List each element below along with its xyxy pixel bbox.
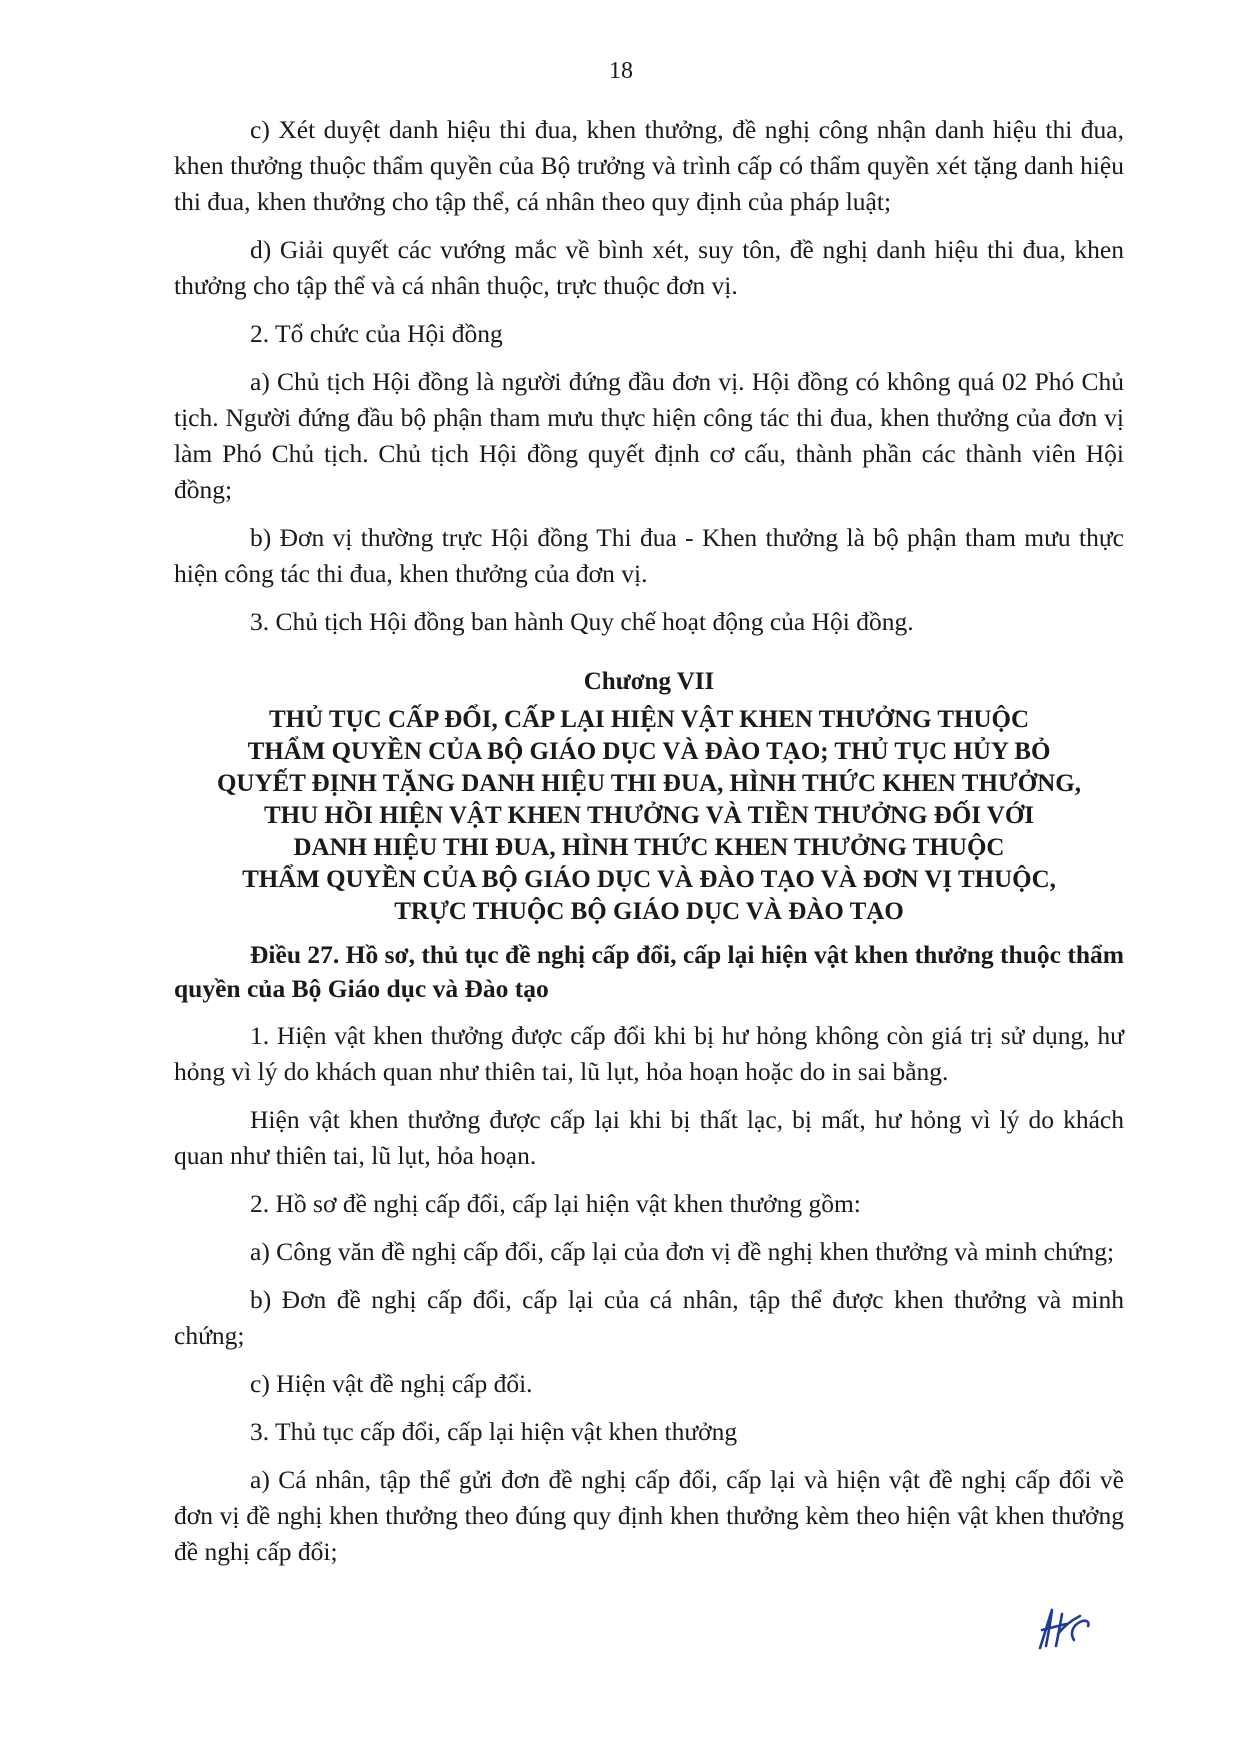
chapter-title-line: THẨM QUYỀN CỦA BỘ GIÁO DỤC VÀ ĐÀO TẠO; THỦ TỤC HỦY BỎ [247,738,1051,765]
initials-signature [1034,1600,1094,1656]
paragraph-a-submit: a) Cá nhân, tập thể gửi đơn đề nghị cấp đổi, cấp lại và hiện vật đề nghị cấp đổi về đơn vị đề nghị khen thưởng theo đúng quy định khen thưởng kèm theo hiện vật khen thưởng đề nghị cấp đổi; [174,1465,1124,1566]
chapter-title-line: DANH HIỆU THI ĐUA, HÌNH THỨC KHEN THƯỞNG THUỘC [293,834,1005,861]
chapter-heading: Chương VII [583,668,715,695]
paragraph-b-standing-unit: b) Đơn vị thường trực Hội đồng Thi đua - Khen thưởng là bộ phận tham mưu thực hiện công tác thi đua, khen thưởng của đơn vị. [174,523,1124,588]
article-27-title: Điều 27. Hồ sơ, thủ tục đề nghị cấp đổi, cấp lại hiện vật khen thưởng thuộc thẩm quyền của Bộ Giáo dục và Đào tạo [174,940,1124,1003]
paragraph-3-procedure: 3. Thủ tục cấp đổi, cấp lại hiện vật khen thưởng [250,1417,738,1446]
paragraph-c-review: c) Xét duyệt danh hiệu thi đua, khen thưởng, đề nghị công nhận danh hiệu thi đua, khen thưởng thuộc thẩm quyền của Bộ trưởng và trình cấp có thẩm quyền xét tặng danh hiệu thi đua, khen thưởng cho tập thể, cá nhân theo quy định của pháp luật; [174,115,1124,216]
paragraph-a-chairman: a) Chủ tịch Hội đồng là người đứng đầu đơn vị. Hội đồng có không quá 02 Phó Chủ tịch. Người đứng đầu bộ phận tham mưu thực hiện công tác thi đua, khen thưởng của đơn vị làm Phó Chủ tịch. Chủ tịch Hội đồng quyết định cơ cấu, thành phần các thành viên Hội đồng; [174,367,1124,504]
document-body [174,112,1124,1582]
paragraph-3-regulation: 3. Chủ tịch Hội đồng ban hành Quy chế hoạt động của Hội đồng. [250,607,914,636]
page-number: 18 [609,58,633,84]
paragraph-b-application: b) Đơn đề nghị cấp đổi, cấp lại của cá nhân, tập thể được khen thưởng và minh chứng; [174,1285,1124,1350]
chapter-title [174,704,1124,928]
chapter-title-line: THU HỒI HIỆN VẬT KHEN THƯỞNG VÀ TIỀN THƯỞNG ĐỐI VỚI [263,802,1035,829]
paragraph-d-resolve: d) Giải quyết các vướng mắc về bình xét, suy tôn, đề nghị danh hiệu thi đua, khen thưởng cho tập thể và cá nhân thuộc, trực thuộc đơn vị. [174,235,1124,300]
paragraph-a-official-letter: a) Công văn đề nghị cấp đổi, cấp lại của đơn vị đề nghị khen thưởng và minh chứng; [250,1237,1115,1266]
paragraph-2-organization: 2. Tổ chức của Hội đồng [250,319,503,348]
paragraph-1-exchange: 1. Hiện vật khen thưởng được cấp đổi khi bị hư hỏng không còn giá trị sử dụng, hư hỏng vì lý do khách quan như thiên tai, lũ lụt, hỏa hoạn hoặc do in sai bằng. [174,1021,1124,1086]
paragraph-2-dossier: 2. Hồ sơ đề nghị cấp đổi, cấp lại hiện vật khen thưởng gồm: [250,1189,861,1218]
chapter-title-line: THỦ TỤC CẤP ĐỔI, CẤP LẠI HIỆN VẬT KHEN THƯỞNG THUỘC [268,706,1030,733]
chapter-title-line: QUYẾT ĐỊNH TẶNG DANH HIỆU THI ĐUA, HÌNH THỨC KHEN THƯỞNG, [216,770,1081,797]
paragraph-c-artifact: c) Hiện vật đề nghị cấp đổi. [250,1369,533,1398]
chapter-title-line: THẨM QUYỀN CỦA BỘ GIÁO DỤC VÀ ĐÀO TẠO VÀ ĐƠN VỊ THUỘC, [242,866,1056,893]
chapter-title-line: TRỰC THUỘC BỘ GIÁO DỤC VÀ ĐÀO TẠO [394,898,904,925]
paragraph-reissue: Hiện vật khen thưởng được cấp lại khi bị thất lạc, bị mất, hư hỏng vì lý do khách quan như thiên tai, lũ lụt, hỏa hoạn. [174,1105,1124,1170]
